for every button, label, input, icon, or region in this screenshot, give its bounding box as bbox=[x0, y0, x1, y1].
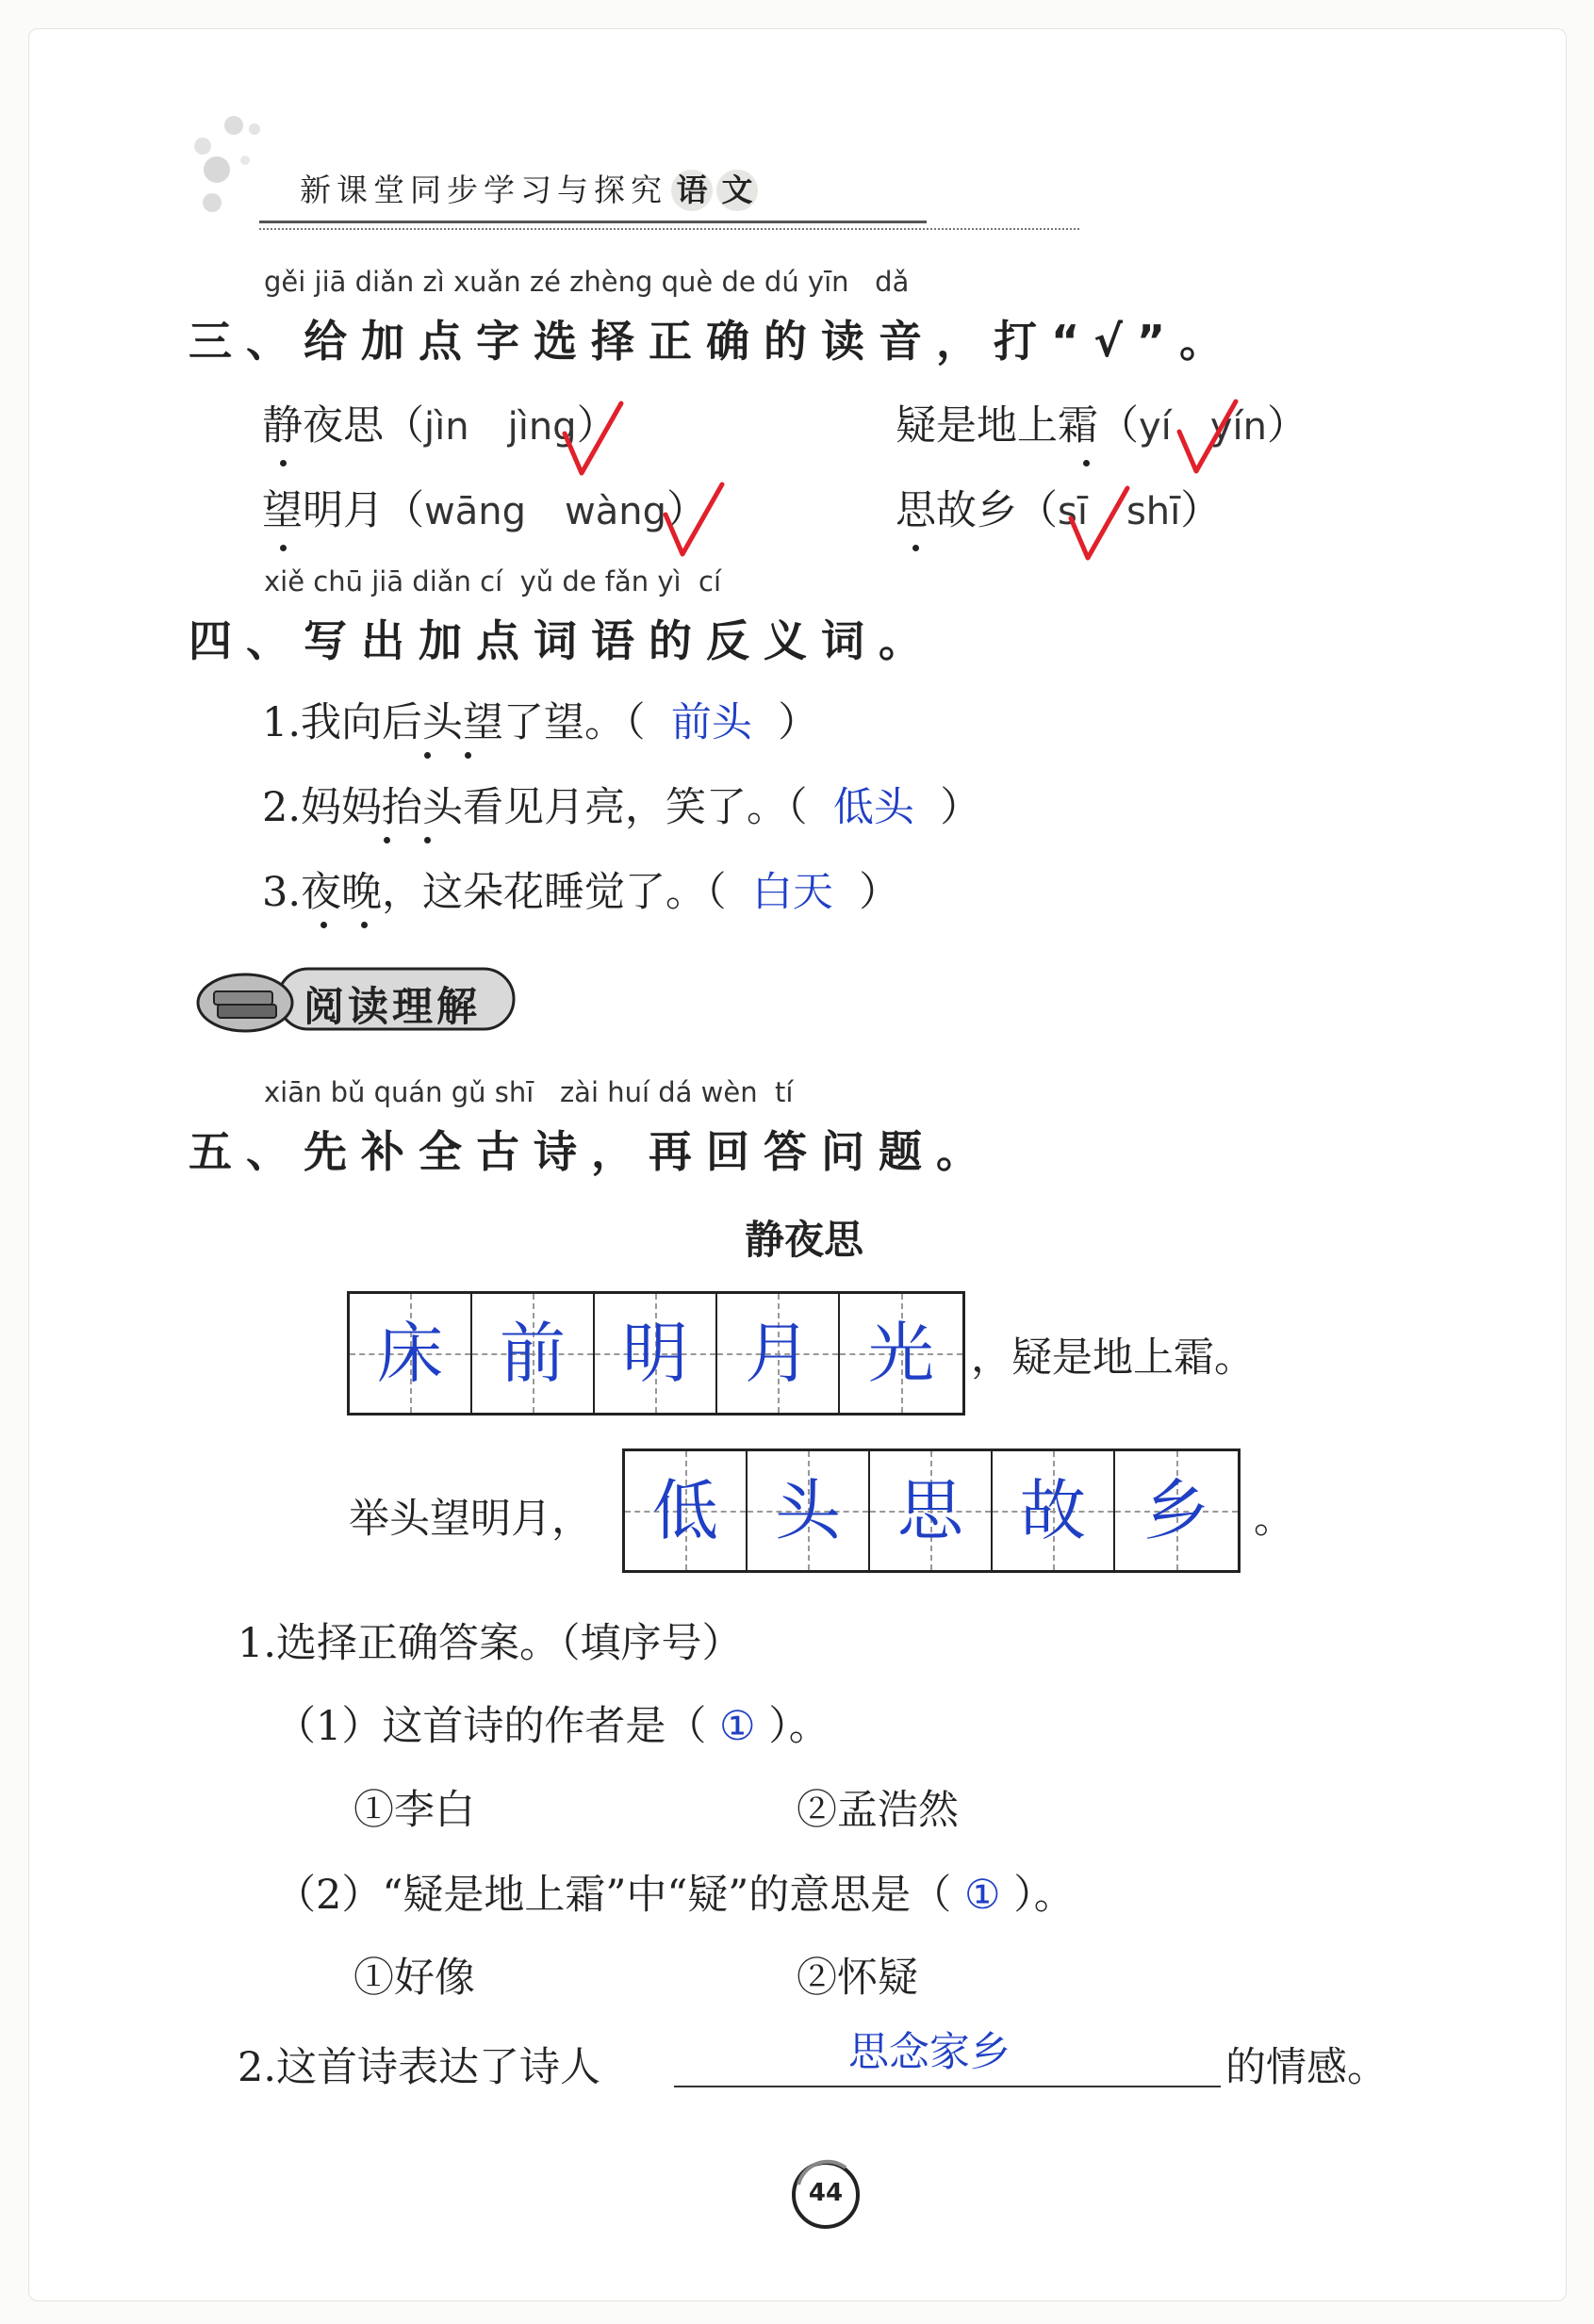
s3-item-1: 静夜思（jìn jìng） bbox=[262, 402, 617, 450]
q2-answer: 思念家乡 bbox=[848, 2029, 1011, 2076]
emphasis-dot bbox=[424, 837, 431, 843]
grid-cell: 前 bbox=[472, 1294, 595, 1413]
poem-line2-prefix: 举头望明月， bbox=[349, 1496, 592, 1543]
grid-cell: 乡 bbox=[1115, 1451, 1238, 1570]
subject-badge: 语 bbox=[671, 170, 713, 211]
emphasis-dot bbox=[280, 460, 287, 466]
q2-prefix: 2.这首诗表达了诗人 bbox=[238, 2044, 601, 2091]
s4-item-2: 2.妈妈抬头看见月亮，笑了。（ 低头 ） bbox=[262, 784, 981, 831]
check-mark-icon bbox=[662, 479, 728, 564]
s4-heading: 四、写出加点词语的反义词。 bbox=[189, 615, 936, 666]
grid-cell: 光 bbox=[840, 1294, 962, 1413]
grid-cell: 思 bbox=[870, 1451, 993, 1570]
s4-item-1: 1.我向后头望了望。（ 前头 ） bbox=[262, 699, 819, 746]
check-mark-icon bbox=[1067, 483, 1133, 567]
reading-badge-label: 阅读理解 bbox=[304, 984, 481, 1031]
header-title: 新课堂同步学习与探究 语 文 bbox=[300, 166, 758, 211]
q1-heading: 1.选择正确答案。（填序号） bbox=[238, 1620, 743, 1667]
header-rule bbox=[259, 221, 927, 223]
s3-item-3: 望明月（wāng wàng） bbox=[262, 487, 707, 534]
answer-underline bbox=[674, 2086, 1221, 2087]
page-number: 44 bbox=[808, 2179, 844, 2207]
check-mark-icon bbox=[561, 398, 627, 483]
emphasis-dot bbox=[1083, 460, 1090, 466]
poem-line1-suffix: ，疑是地上霜。 bbox=[971, 1334, 1255, 1382]
q1a-option-2: ②孟浩然 bbox=[797, 1787, 959, 1834]
q2-suffix: 的情感。 bbox=[1225, 2044, 1388, 2091]
grid-cell: 月 bbox=[717, 1294, 840, 1413]
s3-item-2: 疑是地上霜（yí yín） bbox=[896, 402, 1307, 450]
emphasis-dot bbox=[320, 922, 327, 928]
q1b-option-1: ①好像 bbox=[353, 1955, 475, 2002]
q1b: （2）“疑是地上霜”中“疑”的意思是（ ① ）。 bbox=[275, 1872, 1075, 1919]
s4-pinyin: xiě chū jiā diǎn cí yǔ de fǎn yì cí bbox=[264, 565, 722, 597]
poem-title: 静夜思 bbox=[745, 1217, 864, 1263]
q1a: （1）这首诗的作者是（ ① ）。 bbox=[275, 1703, 830, 1750]
poem-grid-row1 bbox=[347, 1291, 965, 1416]
s3-pinyin: gěi jiā diǎn zì xuǎn zé zhèng què de dú yīn dǎ bbox=[264, 266, 910, 298]
emphasis-dot bbox=[912, 545, 919, 551]
grid-cell: 明 bbox=[595, 1294, 717, 1413]
emphasis-dot bbox=[361, 922, 368, 928]
check-mark-icon bbox=[1175, 396, 1241, 481]
grid-cell: 低 bbox=[625, 1451, 748, 1570]
poem-line2-suffix: 。 bbox=[1254, 1496, 1294, 1543]
s4-item-3: 3.夜晚，这朵花睡觉了。（ 白天 ） bbox=[262, 869, 900, 916]
s5-heading: 五、先补全古诗，再回答问题。 bbox=[189, 1126, 994, 1177]
grid-cell: 头 bbox=[748, 1451, 870, 1570]
grid-cell: 故 bbox=[993, 1451, 1115, 1570]
grid-cell: 床 bbox=[350, 1294, 472, 1413]
s3-item-4: 思故乡（sī shī） bbox=[896, 487, 1222, 534]
q1a-option-1: ①李白 bbox=[353, 1787, 475, 1834]
subject-badge: 文 bbox=[716, 170, 758, 211]
poem-grid-row2 bbox=[622, 1448, 1241, 1573]
emphasis-dot bbox=[424, 752, 431, 759]
header-dotted-rule bbox=[259, 228, 1079, 230]
s5-pinyin: xiān bǔ quán gǔ shī zài huí dá wèn tí bbox=[264, 1076, 794, 1108]
s3-heading: 三、给加点字选择正确的读音，打“√”。 bbox=[189, 316, 1238, 367]
emphasis-dot bbox=[280, 545, 287, 551]
q1b-option-2: ②怀疑 bbox=[797, 1955, 918, 2002]
header-decoration-icon bbox=[179, 108, 283, 221]
emphasis-dot bbox=[465, 752, 471, 759]
emphasis-dot bbox=[384, 837, 390, 843]
